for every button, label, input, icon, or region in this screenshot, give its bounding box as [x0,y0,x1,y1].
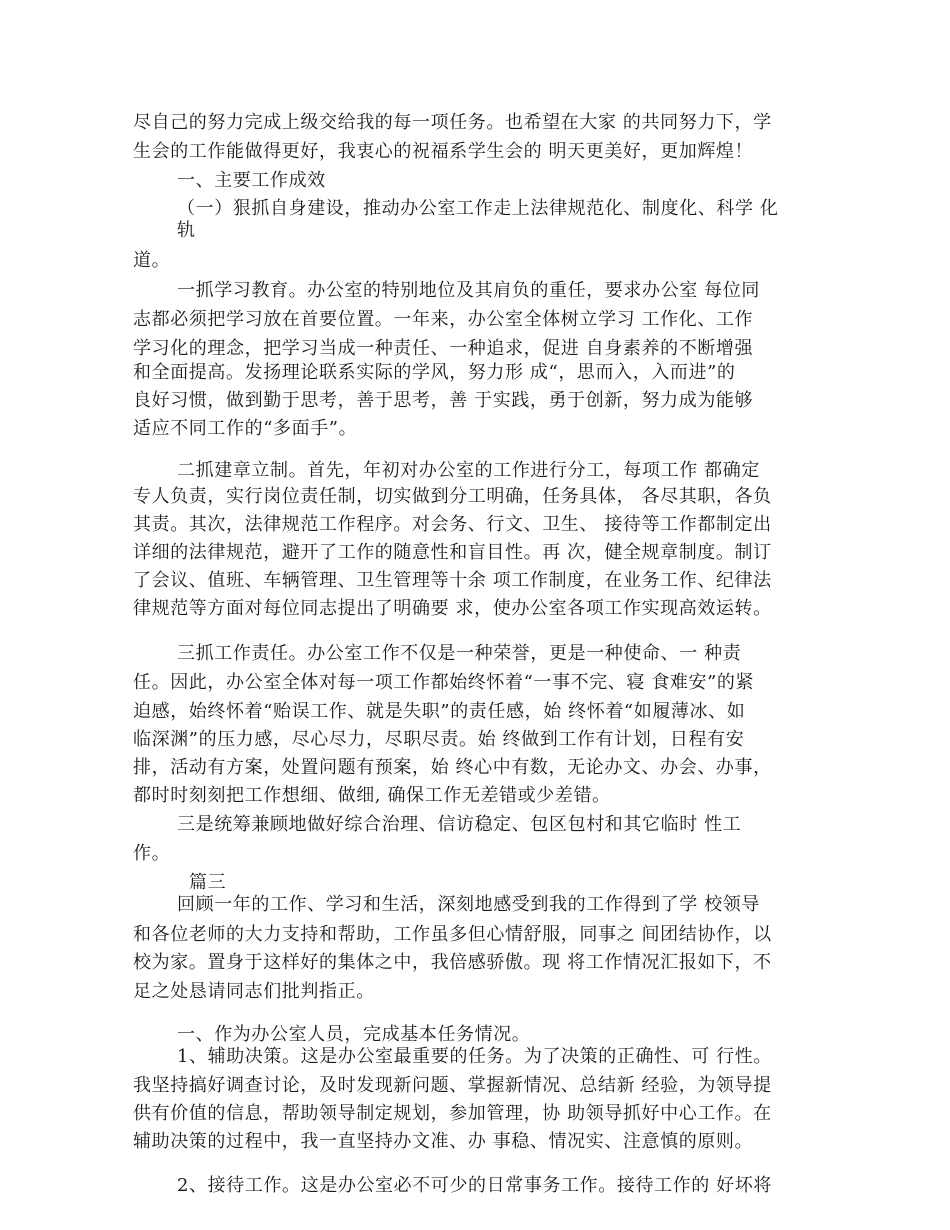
text-line: 其责。其次，法律规范工作程序。对会务、行文、卫生、 接待等工作都制定出 [133,514,772,535]
text-line: 足之处恳请同志们批判指正。 [133,981,375,1002]
text-line: 和各位老师的大力支持和帮助，工作虽多但心情舒服，同事之 间团结协作，以 [133,924,772,945]
text-line: 了会议、值班、车辆管理、卫生管理等十余 项工作制度，在业务工作、纪律法 [133,570,772,591]
text-line: 任。因此，办公室全体对每一项工作都始终怀着“一事不完、寝 食难安”的紧 [133,672,755,693]
text-line: 良好习惯，做到勤于思考，善于思考，善 于实践，勇于创新，努力成为能够 [133,390,754,411]
text-line: 专人负责，实行岗位责任制，切实做到分工明确，任务具体， 各尽其职，各负 [133,486,772,507]
text-line: 临深渊”的压力感，尽心尽力，尽职尽责。始 终做到工作有计划，日程有安 [133,729,745,750]
text-line: 志都必须把学习放在首要位置。一年来，办公室全体树立学习 工作化、工作 [133,309,754,330]
text-line: 道。 [133,250,171,271]
text-line: 我坚持搞好调查讨论，及时发现新问题、掌握新情况、总结新 经验，为领导提 [133,1075,772,1096]
text-line: 三抓工作责任。办公室工作不仅是一种荣誉，更是一种使命、一 种责 [177,643,742,664]
text-line: 三是统筹兼顾地做好综合治理、信访稳定、包区包村和其它临时 性工 [177,814,742,835]
text-line: 排，活动有方案，处置问题有预案，始 终心中有数，无论办文、办会、办事， [133,757,772,778]
section-heading: 一、主要工作成效 [177,170,326,191]
text-line: 1、辅助决策。这是办公室最重要的任务。为了决策的正确性、可 行性。 [177,1046,772,1067]
text-line: 辅助决策的过程中，我一直坚持办文准、办 事稳、情况实、注意慎的原则。 [133,1131,754,1152]
text-line: 和全面提高。发扬理论联系实际的学风，努力形 成“，思而入，入而进”的 [133,362,736,383]
text-line: 2、接待工作。这是办公室必不可少的日常事务工作。接待工作的 好坏将 [177,1175,772,1196]
text-line: 二抓建章立制。首先，年初对办公室的工作进行分工，每项工作 都确定 [177,460,760,481]
subsection-heading: （一）狠抓自身建设，推动办公室工作走上法律规范化、制度化、科学 化 [177,198,779,219]
text-line: 迫感，始终怀着“贻误工作、就是失职”的责任感，始 终怀着“如履薄冰、如 [133,701,746,722]
text-line: 律规范等方面对每位同志提出了明确要 求，使办公室各项工作实现高效运转。 [133,598,772,619]
section-title: 篇三 [189,872,227,893]
text-line: 尽自己的努力完成上级交给我的每一项任务。也希望在大家 的共同努力下，学 [133,112,772,133]
text-line: 适应不同工作的“多面手”。 [133,418,358,439]
section-heading: 一、作为办公室人员，完成基本任务情况。 [177,1024,531,1045]
text-line: 详细的法律规范，避开了工作的随意性和盲目性。再 次，健全规章制度。制订 [133,542,772,563]
text-line: 都时时刻刻把工作想细、做细, 确保工作无差错或少差错。 [133,785,611,806]
text-line: 回顾一年的工作、学习和生活，深刻地感受到我的工作得到了学 校领导 [177,894,760,915]
text-line: 作。 [133,843,171,864]
text-line: 校为家。置身于这样好的集体之中，我倍感骄傲。现 将工作情况汇报如下，不 [133,952,772,973]
text-line: 一抓学习教育。办公室的特别地位及其肩负的重任，要求办公室 每位同 [177,280,760,301]
text-line: 学习化的理念，把学习当成一种责任、一种追求，促进 自身素养的不断增强 [133,338,754,359]
text-line: 供有价值的信息，帮助领导制定规划，参加管理，协 助领导抓好中心工作。在 [133,1103,772,1124]
text-line: 生会的工作能做得更好，我衷心的祝福系学生会的 明天更美好，更加辉煌！ [133,141,754,162]
text-line: 轨 [177,220,196,241]
